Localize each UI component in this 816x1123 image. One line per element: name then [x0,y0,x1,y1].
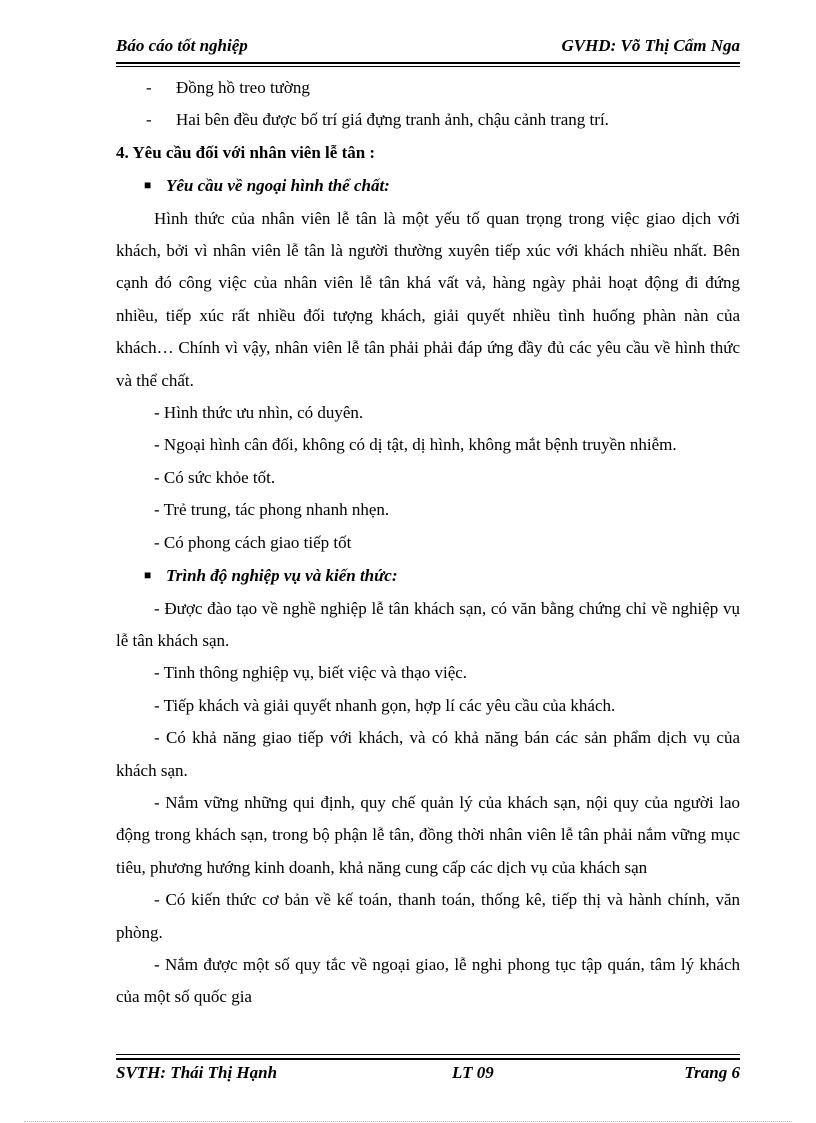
square-bullet-icon: ■ [144,568,152,583]
header-supervisor: GVHD: Võ Thị Cẩm Nga [561,36,740,55]
list-item: - Ngoại hình cân đối, không có dị tật, dị hình, không mắt bệnh truyền nhiễm. [154,435,677,455]
list-item: - Tiếp khách và giải quyết nhanh gọn, hợp lí các yêu cầu của khách. [154,695,616,715]
list-item: - Trẻ trung, tác phong nhanh nhẹn. [154,500,390,520]
square-bullet-icon: ■ [144,178,152,193]
subsection-title: ■ Trình độ nghiệp vụ và kiến thức: [116,559,740,592]
list-item: - Nắm được một số quy tắc về ngoại giao, lễ nghi phong tục tập quán, tâm lý khách của một số quốc gia [116,954,740,1007]
header-rule-thin [116,66,740,67]
footer-page-number: Trang 6 [684,1063,740,1082]
list-item: - Có khả năng giao tiếp với khách, và có khả năng bán các sản phẩm dịch vụ của khách sạn. [116,728,740,780]
page-edge-divider [24,1121,792,1122]
header-report-title: Báo cáo tốt nghiệp [116,36,248,55]
footer-rule-thin [116,1054,740,1055]
section-heading: 4. Yêu cầu đối với nhân viên lễ tân : [116,142,376,162]
list-item: - Nắm vững những qui định, quy chế quản lý của khách sạn, nội quy của người lao động trong khách sạn, trong bộ phận lễ tân, đồng thời nhân viên lễ tân phải nắm vững mục tiêu, phương hướng kinh doanh, khả năng cung cấp các dịch vụ của khách sạn [116,792,740,877]
page-header [116,36,740,60]
list-item: - Có phong cách giao tiếp tốt [154,532,352,552]
subsection-title: ■ Yêu cầu về ngoại hình thể chất: [116,169,740,202]
list-item: - Hình thức ưu nhìn, có duyên. [154,403,364,423]
footer-class: LT 09 [452,1063,494,1082]
list-item: - Có kiến thức cơ bản về kế toán, thanh toán, thống kê, tiếp thị và hành chính, văn phòng. [116,890,740,942]
intro-item: - Đồng hồ treo tường [146,78,310,97]
footer-rule [116,1058,740,1060]
paragraph: Hình thức của nhân viên lễ tân là một yếu tố quan trọng trong việc giao dịch với khách, bởi vì nhân viên lễ tân là người thường xuyên tiếp xúc với khách nhiều nhất. Bên cạnh đó công việc của nhân viên lễ tân khá vất vả, hàng ngày phải hoạt động đi đứng nhiều, tiếp xúc rất nhiều đối tượng khách, giải quyết nhiều tình huống phàn nàn của khách… Chính vì vậy, nhân viên lễ tân phải phải đáp ứng đầy đủ các yêu cầu về hình thức và thể chất. [116,208,740,390]
header-rule [116,62,740,64]
list-item: - Có sức khỏe tốt. [154,467,276,487]
list-item: - Tinh thông nghiệp vụ, biết việc và thạo việc. [154,663,468,683]
page-body [116,72,740,1014]
page-footer [116,1063,740,1087]
list-item: - Được đào tạo về nghề nghiệp lễ tân khách sạn, có văn bằng chứng chỉ về nghiệp vụ lễ tân khách sạn. [116,598,740,650]
intro-item: - Hai bên đều được bố trí giá đựng tranh ảnh, chậu cảnh trang trí. [146,110,609,130]
footer-student: SVTH: Thái Thị Hạnh [116,1063,278,1082]
